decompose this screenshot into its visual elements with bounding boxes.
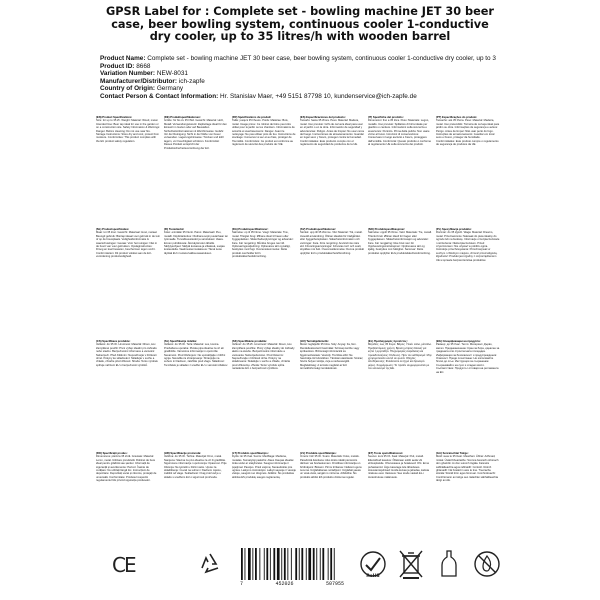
ce-mark: CE [112,553,135,577]
spec-block-heading: (FR) Spécifications du produit: [232,116,272,119]
spec-block-text: Storlek: upp till 35 l/timme. Vikt: Material: Trä, metall. Avsedd användning: Ölkran idealisk för trädgården eller byggarbetsplatsen. Säkerhetsinformation och varningar: Fara. Före rengöring: Använd inte nära eld. Förvaringsanvisningar: Förvaras torrt och svalt, skyddas mot fukt. Överensstämmelse: Denna produkt uppfyller EU:s produktsäkerhetsförordning. [300,231,364,255]
spec-block-text: Størrelse: op til 35 l/time. Vægt: Materiale: Træ, metal. Tilsigtet brug: Ølhane ideel til haven eller byggepladsen. Sikkerhedsoplysninger og advarsler: Fare. Før rengøring: Må ikke bruges nær ild. Opbevaringsvejledning: Opbevares tørt og køligt, beskyttes mod fugt. Overensstemmelse: Dette produkt overholder EU's produktsikkerhedsforordning. [232,231,294,259]
detail-contact: Contact Person & Contact Information: Hr. Stanislav Maer, +49 5151 87798 10, kundenservice@ich-zapfe.de [100,92,417,100]
spec-block-text: Izmērs: līdz 35 l/h. Svars: Materiāls: Koks, metāls. Paredzētā lietošana: Alus krāns ideāli piemērots dārzam vai būvlaukumam. Drošības informācija un brīdinājumi: Bīstami. Pirms tīrīšanas: Nelietot uguns tuvumā. Uzglabāšanas norādījumi: Uzglabāt sausā un vēsā vietā, sargāt no mitruma. Atbilstība: Šis produkts atbilst ES produktu drošuma regulai. [300,455,362,479]
spec-block [436,228,500,332]
spec-block-heading: (BG) Спецификации на продукта: [436,340,481,343]
spec-block-heading: (ES) Especificaciones del producto: [300,116,346,119]
barcode-digits [240,581,344,587]
spec-block [436,116,500,220]
no-fire-icon [472,549,502,579]
spec-block [164,228,228,332]
svg-text:RoHS: RoHS [366,574,380,579]
spec-block-heading: (FI) Tuotetiedot: [164,228,185,231]
spec-block [368,228,432,332]
spec-block-text: Tamanho: até 35 l/hora. Peso: Material: Madeira, metal. Uso pretendido: Torneira de cerveja ideal para jardim ou obra. Informações de segurança e avisos: Perigo. Antes de limpar: Não usar perto do fogo. Instruções de armazenamento: Guardar em local seco e fresco, proteger da humidade. Conformidades: Este produto cumpre o regulamento de segurança de produtos da UE. [436,119,500,147]
spec-block-text: Maat: tot 35 l/uur. Gewicht: Materiaal: Hout, metaal. Beoogd gebruik: Biertap ideaal voor gebruik in de tuin of op de bouwplaats. Veiligheidsinformatie & waarschuwingen: Gevaar. Voor het reinigen: Niet in de buurt van vuur gebruiken. Opslaginstructies: Droog en koel bewaren, beschermen tegen vocht. Conformiteiten: Dit product voldoet aan de EU-verordening productveiligheid. [96,231,160,259]
spec-block-text: Suurus: kuni 35 l/h. Kaal: Materjal: Puit, metall. Ettenähtud kasutus: Õllekraan sobib aeda või ehitusplatsile. Ohutusteave ja hoiatused: Oht. Enne puhastamist: Ärge kasutage tule läheduses. Hoiustamisjuhised: Hoida kuivas ja jahedas, kaitsta niiskuse eest. Vastavus: See toode vastab EL-i tooteohutuse määrusele. [368,455,430,479]
spec-block [368,452,432,556]
barcode-bars-icon [240,548,344,580]
spec-block-text: Veličina: do 35 l/h. Težina: Materijal: Drvo, metal. Namjena: Slavina za pivo idealna za vrt ili gradilište. Sigurnosne informacije i upozorenja: Opasnost. Prije čišćenja: Ne koristiti u blizini vatre. Upute za skladištenje: Čuvati na suhom i hladnom mjestu, zaštititi od vlage. Sukladnost: Ovaj proizvod je u skladu s uredbom EU o sigurnosti proizvoda. [164,455,227,479]
spec-block-text: Μέγεθος: έως 35 l/ώρα. Βάρος: Υλικό: Ξύλο, μέταλλο. Προβλεπόμενη χρήση: Βρύση μπίρας ιδανική για κήπο ή εργοτάξιο. Πληροφορίες ασφαλείας και προειδοποιήσεις: Κίνδυνος. Πριν τον καθαρισμό: Μην χρησιμοποιείτε κοντά σε φωτιά. Οδηγίες αποθήκευσης: Φυλάσσετε σε ξηρό και δροσερό μέρος. Συμμόρφωση: Το προϊόν συμμορφώνεται με τον κανονισμό της ΕΕ. [368,343,432,371]
spec-block [436,452,500,556]
spec-block-text: Size: for up to 35 l/h. Weight: Material: Wood, metal. Intended Use: Beer tap ideal for use in the garden or on a construction site. Safety Information & Warnings: Danger. Before cleaning: Do not use near fire. Storage Instructions: Store dry and cool, protect from moisture. Conformities: This product complies with the EU product safety regulation. [96,119,160,143]
spec-block [300,452,364,556]
spec-block-text: Dimensiune: până la 35 l/oră. Greutate: Material: Lemn, metal. Utilizare prevăzută: Robinet de bere ideal pentru grădină sau șantier. Informații de siguranță și avertismente: Pericol. Înainte de curățare: Nu utilizați lângă foc. Instrucțiuni de depozitare: Depozitați uscat și răcoros, protejați de umezeală. Conformitate: Produsul respectă regulamentul UE privind siguranța produselor. [96,455,157,483]
spec-block [368,340,432,444]
spec-block-heading: (PL) Specyfikacja produktu: [436,228,472,231]
spec-block [164,116,228,220]
spec-block [164,340,228,444]
detail-product-name: Product Name: Complete set - bowling machine JET 30 beer case, beer bowling system, continuous cooler 1-conductive dry cooler, up to 3 [100,55,496,62]
spec-block-heading: (ET) Toote spetsifikatsioon: [368,452,404,455]
spec-block-heading: (DE) Produktspezifikationen: [164,116,201,119]
spec-block-text: Größe: für bis zu 35 l/Std. Gewicht: Material: Holz, Metall. Verwendungszweck: Zapfanlage ideal für den Einsatz im Garten oder auf Baustellen. Sicherheitsinformationen & Warnhinweise: Gefahr. Vor der Reinigung: Nicht in der Nähe von Feuer verwenden. Lagerungshinweise: Trocken und kühl lagern, vor Feuchtigkeit schützen. Konformität: Dieses Produkt entspricht der Produktsicherheitsverordnung der EU. [164,119,227,150]
spec-block [96,116,160,220]
bottle-icon [438,549,460,579]
spec-block-heading: (NO) Produktspesifikasjoner: [368,228,406,231]
page-title: GPSR Label for : Complete set - bowling machine JET 30 beer case, beer bowling system, continuous cooler 1-conductive dry cooler, up to 35 litres/h with wooden barrel [105,5,495,44]
barcode-digit-left: 452026 [275,581,294,587]
product-details [100,55,530,101]
spec-block-heading: (GA) Sonraíochtaí Táirge: [436,452,469,455]
spec-block-text: Méid: suas le 35 l/uair. Meáchan: Ábhar: Adhmad, miotal. Úsáid bheartaithe: Sconna beorach oiriúnach don ghairdín nó don suíomh tógála. Faisnéis sábháilteachta agus rabhaidh: Contúirt. Roimh ghlanadh: Ná húsáid in aice le tine. Treoracha stórála: Stóráil tirim agus fionnuar. Comhréireacht: Comhlíonann an táirge seo rialachán sábháilteachta táirgí an AE. [436,455,499,483]
spec-block [232,228,296,332]
spec-block-text: Размер: до 35 l/час. Тегло: Материал: Дърво, метал. Предназначение: Кран за бира, идеален за градината или строителната площадка. Информация за безопасност и предупреждения: Опасност. Преди почистване: Не използвайте близо до огън. Инструкции за съхранение: Съхранявайте на сухо и хладно място. Съответствие: Продуктът отговаря на регламента на ЕС. [436,343,500,374]
spec-block-heading: (EN) Product Specifications: [96,116,133,119]
spec-block-heading: (EL) Προδιαγραφές προϊόντος: [368,340,408,343]
spec-block-heading: (SV) Produktspecifikationer: [300,228,337,231]
rohs-icon [358,549,388,579]
barcode [240,548,344,588]
spec-block [164,452,228,556]
spec-block [436,340,500,444]
spec-block-heading: (SK) Špecifikácie produktu: [232,340,268,343]
spec-block-text: Dydis: iki 35 l/val. Svoris: Medžiaga: Mediena, metalas. Numatytoji paskirtis: Alaus čiaupas idealiai tinka sodui ar statybvietei. Saugos informacija ir įspėjimai: Pavojus. Prieš valymą: Nenaudokite prie ugnies. Laikymo instrukcijos: Laikyti sausoje ir vėsioje vietoje, saugoti nuo drėgmės. Atitiktis: Šis produktas atitinka ES produktų saugos reglamentą. [232,455,296,479]
spec-block-text: Dimensioni: fino a 35 l/ora. Peso: Materiale: Legno, metallo. Uso previsto: Spillatore di birra ideale per giardino o cantiere. Informazioni sulla sicurezza e avvertenze: Pericolo. Prima della pulizia: Non usare vicino al fuoco. Istruzioni di conservazione: Conservare in luogo asciutto e fresco, proteggere dall'umidità. Conformità: Questo prodotto è conforme al regolamento UE sulla sicurezza dei prodotti. [368,119,431,147]
spec-block-text: Taille: jusqu'à 35 l/heure. Poids: Matériau: Bois, métal. Usage prévu: Ce robinet de bière peut être utilisé pour le jardin ou les chantiers. Informations de sécurité et avertissements: Danger. Avant le nettoyage: Ne pas utiliser près du feu. Instructions de stockage: Conserver à sec et au frais, protéger de l'humidité. Conformités: Ce produit est conforme au règlement de sécurité des produits de l'UE. [232,119,296,147]
spec-block-heading: (HR) Specifikacije proizvoda: [164,452,202,455]
weee-bin-icon [398,548,424,580]
spec-block-heading: (DA) Produktspecifikationer: [232,228,269,231]
spec-block-heading: (IT) Specifiche del prodotto: [368,116,404,119]
spec-block-heading: (HU) Termékjellemzők: [300,340,329,343]
detail-product-id: Product ID: 8668 [100,62,151,70]
spec-block-heading: (SL) Specifikacije izdelka: [164,340,197,343]
spec-block [300,340,364,444]
spec-block-heading: (LT) Produkto specifikacijos: [232,452,269,455]
spec-block [232,452,296,556]
spec-block-text: Veľkosť: do 35 l/h. Hmotnosť: Materiál: Drevo, kov. Zamýšľané použitie: Pivný výčap ideálny do záhrady alebo na stavbu. Bezpečnostné informácie a varovania: Nebezpečenstvo. Pred čistením: Nepoužívajte v blízkosti ohňa. Pokyny na skladovanie: Skladujte v suchu a chlade, chráňte pred vlhkosťou. Zhoda: Tento výrobok spĺňa nariadenie EÚ o bezpečnosti výrobkov. [232,343,295,371]
spec-block [96,228,160,332]
spec-block-heading: (LV) Produkta specifikācijas: [300,452,337,455]
spec-block-text: Velikost: do 35 l/h. Teža: Material: Les, kovina. Predvidena uporaba: Pivska pipa idealna za vrt ali gradbišče. Varnostne informacije in opozorila: Nevarnost. Pred čiščenjem: Ne uporabljajte v bližini ognja. Navodila za shranjevanje: Shranjujte na suhem in hladnem, zaščitite pred vlago. Skladnost: Ta izdelek je skladen z uredbo EU o varnosti izdelkov. [164,343,228,367]
spec-block-heading: (CS) Specifikace produktu: [96,340,131,343]
spec-block-text: Tamaño: hasta 35 l/hora. Peso: Material: Madera, metal. Uso previsto: Grifo de cerveza ideal para usar en el jardín o en la obra. Información de seguridad y advertencias: Peligro. Antes de limpiar: No usar cerca del fuego. Instrucciones de almacenamiento: Guardar en lugar seco y fresco, proteger contra la humedad. Conformidades: Este producto cumple con el reglamento de seguridad de productos de la UE. [300,119,364,147]
barcode-digit-right: 507955 [325,581,344,587]
spec-block-heading: (PT) Especificações do produto: [436,116,478,119]
spec-block [300,228,364,332]
recycle-icon [196,550,224,578]
spec-block-text: Velikost: do 35 l/h. Hmotnost: Materiál: Dřevo, kov. Zamýšlené použití: Pivní výčep ideální pro zahradu nebo stavbu. Bezpečnostní informace a varování: Nebezpečí. Před čištěním: Nepoužívejte v blízkosti ohně. Pokyny ke skladování: Skladujte v suchu a chladu, chraňte před vlhkostí. Shoda: Tento výrobek splňuje nařízení EU o bezpečnosti výrobků. [96,343,158,367]
spec-block-heading: (NL) Productspecificaties: [96,228,130,231]
spec-block-text: Størrelse: opptil 35 l/time. Vekt: Materiale: Tre, metall. Tiltenkt bruk: Ølkran ideell for hagen eller byggeplassen. Sikkerhetsinformasjon og advarsler: Fare. Før rengjøring: Ikke bruk nær ild. Oppbevaringsinstruksjoner: Oppbevares tørt og kjølig, beskyttes mot fuktighet. Samsvar: Dette produktet oppfyller EUs produktsikkerhetsforordning. [368,231,432,255]
spec-block [300,116,364,220]
spec-block [232,340,296,444]
barcode-digit-prefix: 7 [240,581,244,587]
spec-block-text: Koko: enintään 35 l/tunti. Paino: Materiaali: Puu, metalli. Käyttötarkoitus: Oluthana sopii puutarhaan tai työmaalle. Turvallisuustiedot ja varoitukset: Vaara. Ennen puhdistusta: Älä käytä tulen lähellä. Säilytysohjeet: Säilytä kuivassa ja viileässä, suojaa kosteudelta. Vaatimustenmukaisuus: Tämä tuote täyttää EU:n tuoteturvallisuusasetuksen. [164,231,228,255]
spec-block-text: Méret: legfeljebb 35 l/óra. Súly: Anyag: Fa, fém. Rendeltetésszerű használat: Sörcsap kertbe vagy építkezésre. Biztonsági információk és figyelmeztetések: Veszély. Tisztítás előtt: Ne használja tűz közelében. Tárolási utasítások: Száraz, hűvös helyen tárolja, óvja a nedvességtől. Megfelelőség: A termék megfelel az EU termékbiztonsági rendeletének. [300,343,364,371]
detail-manufacturer: Manufacturer/Distributor: ich-zapfe [100,77,205,85]
detail-variation-number: Variation Number: NEW-8031 [100,70,188,78]
spec-block [232,116,296,220]
spec-block-text: Rozmiar: do 35 l/godz. Waga: Materiał: Drewno, metal. Przeznaczenie: Nalewak do piwa idealny do ogrodu lub na budowę. Informacje o bezpieczeństwie i ostrzeżenia: Niebezpieczeństwo. Przed czyszczeniem: Nie używać w pobliżu ognia. Instrukcje przechowywania: Przechowywać w suchym i chłodnym miejscu, chronić przed wilgocią. Zgodność: Produkt jest zgodny z rozporządzeniem UE w sprawie bezpieczeństwa produktów. [436,231,500,262]
detail-country-of-origin: Country of Origin: Germany [100,85,184,93]
spec-block [368,116,432,220]
spec-block [96,452,160,556]
spec-block [96,340,160,444]
spec-block-heading: (RO) Specificații produs: [96,452,128,455]
